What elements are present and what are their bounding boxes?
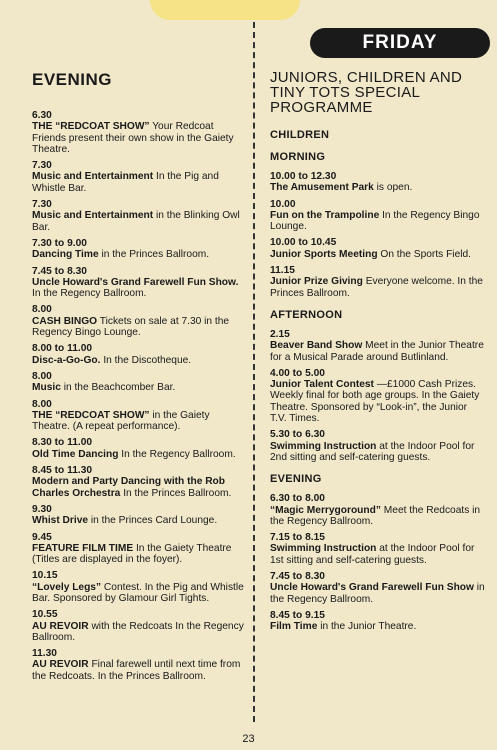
entry-title: Fun on the Trampoline <box>270 209 380 221</box>
schedule-entry <box>32 199 247 233</box>
entry-time: 9.30 <box>32 503 52 515</box>
special-programme-title: JUNIORS, CHILDREN AND TINY TOTS SPECIAL PROGRAMME <box>270 69 463 116</box>
entry-title: THE “REDCOAT SHOW” <box>32 409 150 421</box>
entry-title: Whist Drive <box>32 515 89 527</box>
entry-description: is open. <box>376 182 413 194</box>
schedule-entry <box>32 304 247 338</box>
schedule-entry <box>32 343 247 366</box>
entry-title: “Lovely Legs” <box>32 581 102 593</box>
entry-title: Beaver Band Show <box>270 340 363 352</box>
schedule-entry <box>32 609 247 643</box>
entry-description: in the Junior Theatre. <box>320 621 417 633</box>
entry-time: 7.30 to 9.00 <box>32 237 87 249</box>
schedule-entry <box>32 238 247 261</box>
entry-time: 8.00 <box>32 304 52 316</box>
children-heading: CHILDREN <box>270 129 330 141</box>
entry-description: in the Princes Card Lounge. <box>90 515 218 527</box>
entry-time: 4.00 to 5.00 <box>270 367 325 379</box>
afternoon-heading: AFTERNOON <box>270 308 343 321</box>
entry-title: Old Time Dancing <box>32 448 119 460</box>
entry-time: 8.45 to 11.30 <box>32 465 93 477</box>
entry-title: Junior Talent Contest <box>270 379 374 391</box>
entry-description: In the Gaiety Theatre (Titles are displayed in the foyer). <box>32 542 232 566</box>
entry-time: 10.00 to 12.30 <box>270 171 337 182</box>
entry-description: in the Beachcomber Bar. <box>63 382 176 394</box>
entry-title: Dancing Time <box>32 249 99 261</box>
entry-title: Music and Entertainment <box>32 171 154 183</box>
entry-title: AU REVOIR <box>32 659 89 671</box>
entry-description: Tickets on sale at 7.30 in the Regency Bingo Lounge. <box>32 315 230 339</box>
entry-time: 7.15 to 8.15 <box>270 532 325 544</box>
entry-time: 11.30 <box>32 648 57 660</box>
entry-title: AU REVOIR <box>32 620 89 632</box>
entry-description: with the Redcoats In the Regency Ballroom. <box>32 620 244 643</box>
schedule-entry <box>32 570 247 604</box>
schedule-entry <box>270 610 485 633</box>
entry-title: Swimming Instruction <box>270 543 377 555</box>
schedule-entry <box>32 532 247 566</box>
schedule-entry <box>270 532 485 566</box>
evening-heading: EVENING <box>32 70 113 89</box>
entry-description: In the Regency Ballroom. <box>32 288 147 300</box>
evening-event-list <box>32 110 247 682</box>
entry-title: “Magic Merrygoround” <box>270 504 381 516</box>
schedule-entry <box>32 465 247 499</box>
entry-time: 7.30 <box>32 160 52 172</box>
entry-time: 7.45 to 8.30 <box>32 265 87 277</box>
entry-title: Uncle Howard's Grand Farewell Fun Show <box>270 582 474 594</box>
entry-time: 8.00 <box>32 398 52 410</box>
right-column <box>270 28 485 638</box>
entry-time: 8.00 <box>32 370 52 382</box>
entry-time: 6.30 <box>32 110 52 121</box>
morning-heading: MORNING <box>270 151 326 163</box>
schedule-entry <box>270 571 485 605</box>
schedule-entry <box>32 437 247 460</box>
entry-title: The Amusement Park <box>270 182 374 194</box>
schedule-entry <box>32 110 247 155</box>
schedule-entry <box>270 329 485 363</box>
schedule-entry <box>32 266 247 300</box>
entry-description: in the Princes Ballroom. <box>101 249 210 261</box>
entry-time: 10.55 <box>32 609 58 621</box>
entry-description: in the Regency Ballroom. <box>270 582 485 605</box>
entry-title: THE “REDCOAT SHOW” <box>32 121 150 133</box>
entry-title: Junior Prize Giving <box>270 276 363 288</box>
day-banner: FRIDAY <box>310 28 490 58</box>
schedule-entry <box>32 399 247 433</box>
entry-time: 8.45 to 9.15 <box>270 609 325 621</box>
schedule-entry <box>270 265 485 299</box>
afternoon-event-list <box>270 329 485 463</box>
entry-description: In the Regency Bingo Lounge. <box>270 209 480 233</box>
morning-event-list <box>270 171 485 299</box>
entry-description: at the Indoor Pool for 1st sitting and self-catering guests. <box>270 543 475 566</box>
entry-time: 5.30 to 6.30 <box>270 429 325 441</box>
entry-time: 7.45 to 8.30 <box>270 571 325 583</box>
entry-time: 7.30 <box>32 199 52 211</box>
entry-description: In the Pig and Whistle Bar. <box>32 171 219 194</box>
entry-description: at the Indoor Pool for 2nd sitting and self-catering guests. <box>270 440 475 463</box>
entry-description: in the Blinking Owl Bar. <box>32 210 240 233</box>
entry-time: 2.15 <box>270 328 290 340</box>
entry-description: In the Regency Ballroom. <box>121 448 236 460</box>
schedule-entry <box>32 371 247 394</box>
schedule-entry <box>32 160 247 194</box>
entry-description: Final farewell until next time from the Redcoats. In the Princes Ballroom. <box>32 659 241 682</box>
column-divider <box>253 22 255 722</box>
entry-time: 11.15 <box>270 265 295 277</box>
entry-title: Uncle Howard's Grand Farewell Fun Show. <box>32 276 239 288</box>
entry-time: 10.00 <box>270 198 296 210</box>
entry-description: Your Redcoat Friends present their own show in the Gaiety Theatre. <box>32 121 234 155</box>
schedule-entry <box>270 429 485 463</box>
entry-time: 6.30 to 8.00 <box>270 493 325 505</box>
yellow-stain <box>150 0 300 20</box>
entry-description: in the Gaiety Theatre. (A repeat performance). <box>32 409 210 433</box>
entry-time: 10.00 to 10.45 <box>270 237 337 249</box>
schedule-entry <box>270 199 485 233</box>
left-column <box>32 70 247 687</box>
entry-description: Meet the Redcoats in the Regency Ballroom. <box>270 504 481 527</box>
schedule-entry <box>32 648 247 682</box>
children-evening-heading: EVENING <box>270 473 322 486</box>
entry-title: Modern and Party Dancing with the Rob Charles Orchestra <box>32 476 226 499</box>
entry-title: Music <box>32 382 61 394</box>
entry-description: Everyone welcome. In the Princes Ballroom. <box>270 276 483 299</box>
entry-title: CASH BINGO <box>32 315 98 327</box>
children-evening-event-list <box>270 493 485 632</box>
entry-title: Disc-a-Go-Go. <box>32 354 101 366</box>
schedule-entry <box>270 171 485 194</box>
schedule-entry <box>270 493 485 527</box>
schedule-entry <box>32 504 247 527</box>
schedule-entry <box>270 237 485 260</box>
entry-title: Music and Entertainment <box>32 210 154 222</box>
entry-title: FEATURE FILM TIME <box>32 542 134 554</box>
entry-title: Swimming Instruction <box>270 440 377 452</box>
entry-description: —£1000 Cash Prizes. Weekly final for both age groups. In the Gaiety Theatre. Sponsored by “Look-in”, the Junior T.V. Times. <box>270 379 480 425</box>
entry-title: Film Time <box>270 621 318 633</box>
entry-title: Junior Sports Meeting <box>270 248 378 260</box>
schedule-entry <box>270 368 485 424</box>
entry-time: 8.30 to 11.00 <box>32 437 93 449</box>
entry-description: In the Discotheque. <box>103 354 192 366</box>
entry-time: 10.15 <box>32 570 58 582</box>
entry-description: Meet in the Junior Theatre for a Musical Parade around Butlinland. <box>270 340 484 363</box>
entry-description: On the Sports Field. <box>380 248 471 260</box>
entry-description: In the Princes Ballroom. <box>123 487 232 499</box>
entry-time: 8.00 to 11.00 <box>32 343 93 355</box>
entry-time: 9.45 <box>32 531 52 543</box>
page-number: 23 <box>242 733 255 745</box>
entry-description: Contest. In the Pig and Whistle Bar. Sponsored by Glamour Girl Tights. <box>32 581 244 604</box>
